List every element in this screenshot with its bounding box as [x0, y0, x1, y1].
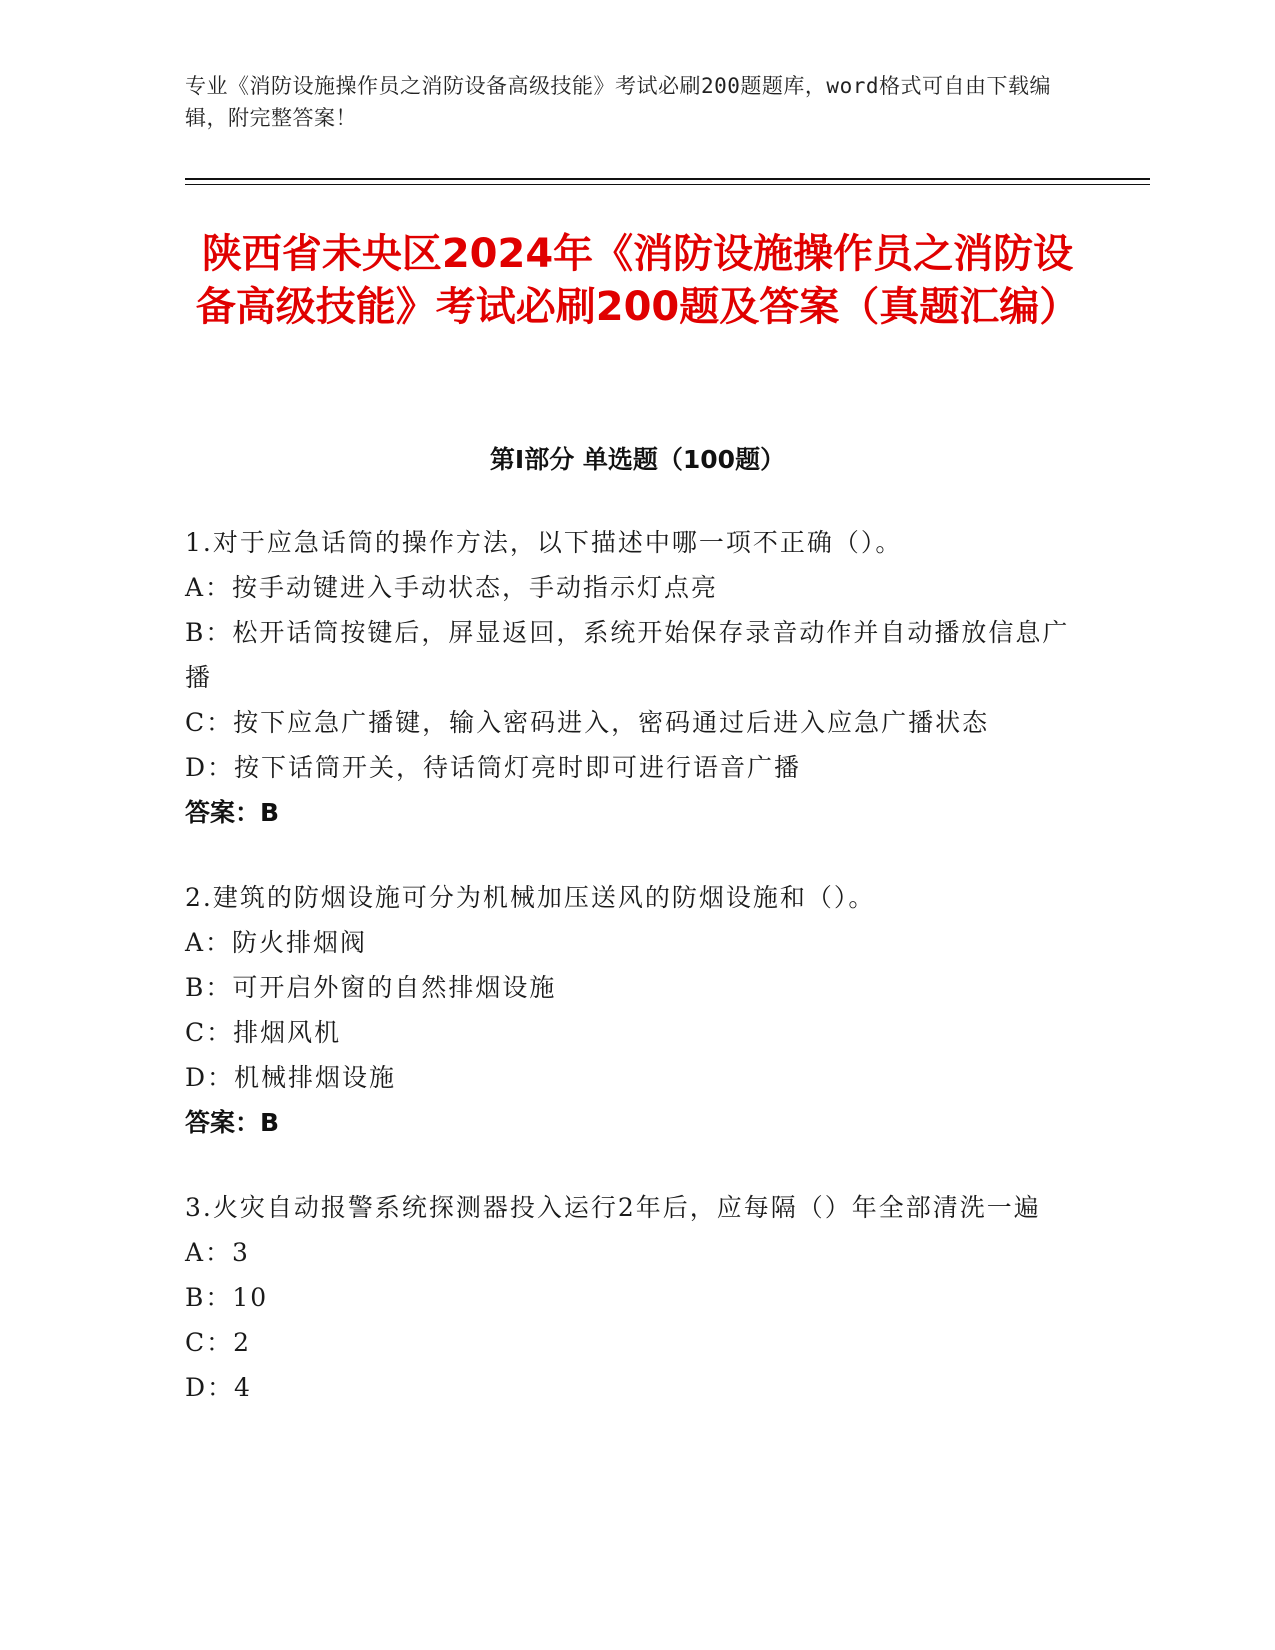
question-stem: 2.建筑的防烟设施可分为机械加压送风的防烟设施和（）。	[185, 883, 876, 912]
document-title: 陕西省未央区2024年《消防设施操作员之消防设备高级技能》考试必刷200题及答案（真题汇编）	[195, 231, 1080, 330]
question-1	[185, 520, 1075, 835]
option-c: C：2	[185, 1328, 252, 1357]
question-stem: 3.火灾自动报警系统探测器投入运行2年后，应每隔（）年全部清洗一遍	[185, 1193, 1041, 1222]
question-3	[185, 1185, 1075, 1410]
answer-label: 答案：B	[185, 798, 280, 827]
option-c: C：按下应急广播键，输入密码进入，密码通过后进入应急广播状态	[185, 708, 990, 737]
option-b: B：10	[185, 1283, 269, 1312]
header-note: 专业《消防设施操作员之消防设备高级技能》考试必刷200题题库，word格式可自由下载编辑，附完整答案！	[185, 74, 1051, 130]
option-d: D：4	[185, 1373, 252, 1402]
section-title: 第Ⅰ部分 单选题（100题）	[489, 445, 786, 474]
question-list	[185, 520, 1075, 1450]
option-a: A：按手动键进入手动状态，手动指示灯点亮	[185, 573, 719, 602]
answer-label: 答案：B	[185, 1108, 280, 1137]
option-c: C：排烟风机	[185, 1018, 342, 1047]
option-d: D：机械排烟设施	[185, 1063, 397, 1092]
header-divider-thin	[185, 184, 1150, 185]
option-a: A：3	[185, 1238, 250, 1267]
option-b: B：松开话筒按键后，屏显返回，系统开始保存录音动作并自动播放信息广播	[185, 618, 1070, 692]
option-a: A：防火排烟阀	[185, 928, 368, 957]
question-stem: 1.对于应急话筒的操作方法，以下描述中哪一项不正确（）。	[185, 528, 903, 557]
option-d: D：按下话筒开关，待话筒灯亮时即可进行语音广播	[185, 753, 802, 782]
option-b: B：可开启外窗的自然排烟设施	[185, 973, 557, 1002]
header-divider-thick	[185, 178, 1150, 180]
question-2	[185, 875, 1075, 1145]
